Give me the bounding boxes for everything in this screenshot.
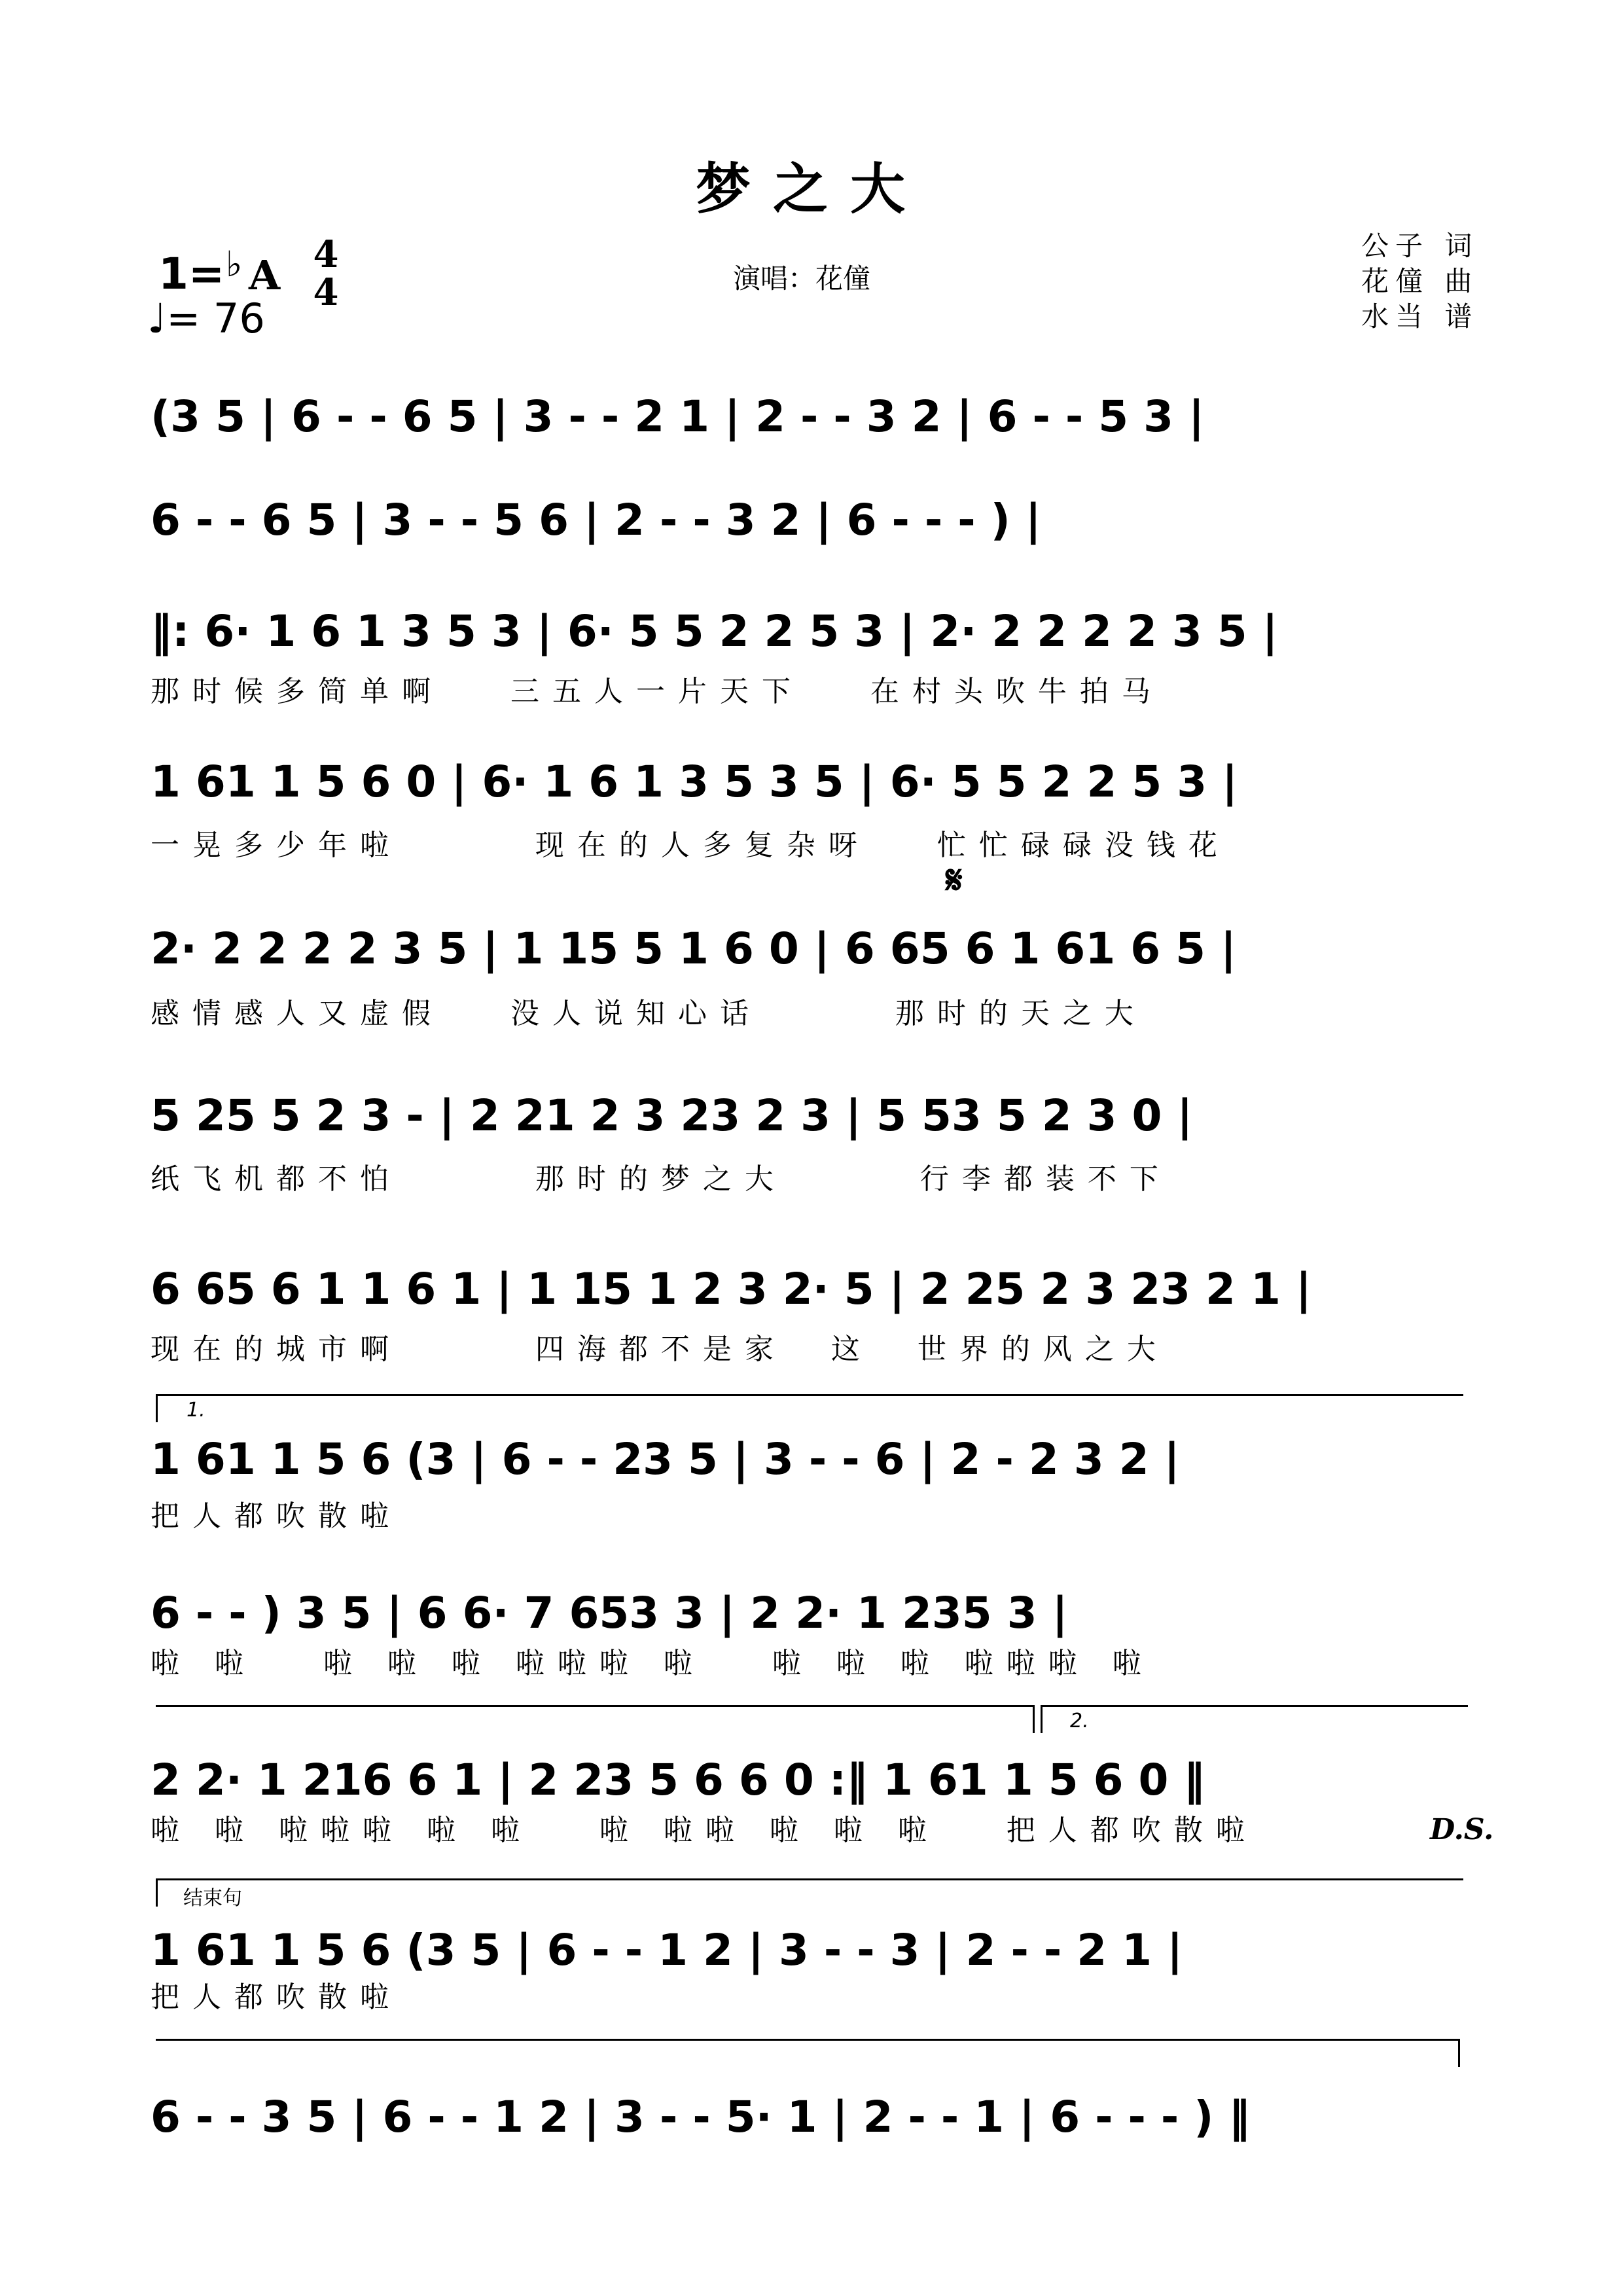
line-3-lyrics: 那时候多简单啊 三五人一片天下 在村头吹牛拍马: [151, 675, 1164, 708]
line-8-notes: 1 61 1 5 6 (3 | 6 - - 23 5 | 3 - - 6 | 2 - 2 3 2 |: [151, 1434, 1180, 1484]
time-signature-top: 4: [313, 233, 339, 276]
line-4-notes: 1 61 1 5 6 0 | 6· 1 6 1 3 5 3 5 | 6· 5 5 2 2 5 3 |: [151, 757, 1238, 807]
line-8-lyrics: 把人都吹散啦: [151, 1499, 402, 1533]
line-12-notes: 6 - - 3 5 | 6 - - 1 2 | 3 - - 5· 1 | 2 - - 1 | 6 - - - ) ‖: [151, 2092, 1251, 2142]
score-line-12: [151, 2081, 1479, 2153]
singer-credit: 演唱：花僮: [733, 262, 871, 295]
line-7-lyrics: 现在的城市啊 四海都不是家 这 世界的风之大: [151, 1333, 1169, 1366]
line-11-notes: 1 61 1 5 6 (3 5 | 6 - - 1 2 | 3 - - 3 | 2 - - 2 1 |: [151, 1925, 1183, 1975]
ending-label: 结束句: [183, 1887, 242, 1910]
line-1-notes: (3 5 | 6 - - 6 5 | 3 - - 2 1 | 2 - - 3 2 | 6 - - 5 3 |: [151, 391, 1205, 442]
score-line-7: [151, 1253, 1479, 1325]
line-2-notes: 6 - - 6 5 | 3 - - 5 6 | 2 - - 3 2 | 6 - - - ) |: [151, 495, 1041, 545]
line-9-lyrics: 啦 啦 啦 啦 啦 啦啦啦 啦 啦 啦 啦 啦啦啦 啦: [151, 1647, 1154, 1680]
score-line-6: [151, 1080, 1479, 1152]
score-line-1: [151, 381, 1479, 453]
time-signature-bottom: 4: [313, 271, 339, 314]
line-10-notes: 2 2· 1 216 6 1 | 2 23 5 6 6 0 :‖ 1 61 1 5 6 0 ‖: [151, 1755, 1205, 1805]
ds-marking: D.S.: [1430, 1813, 1494, 1846]
final-line-bracket: [156, 2039, 1460, 2067]
volta-1-label: 1.: [187, 1399, 205, 1422]
segno-icon: 𝄋: [946, 857, 963, 903]
volta-2-label: 2.: [1070, 1710, 1089, 1732]
arranger-credit: 水当 谱: [1361, 300, 1479, 332]
score-line-8: [151, 1424, 1479, 1496]
quarter-note-icon: ♩: [147, 295, 167, 342]
tempo-value: = 76: [166, 295, 265, 342]
volta-1-continuation-bracket: [156, 1705, 1035, 1733]
score-line-5: [151, 913, 1479, 985]
line-10-lyrics: 啦 啦 啦啦啦 啦 啦 啦 啦啦 啦 啦 啦 把人都吹散啦: [151, 1814, 1258, 1847]
page-title: 梦之大: [695, 157, 927, 221]
key-signature-prefix: 1=: [158, 249, 225, 299]
time-signature: [306, 233, 346, 314]
line-3-notes: ‖: 6· 1 6 1 3 5 3 | 6· 5 5 2 2 5 3 | 2· 2 2 2 2 3 5 |: [151, 606, 1278, 656]
tempo-marking: [147, 295, 265, 342]
line-7-notes: 6 65 6 1 1 6 1 | 1 15 1 2 3 2· 5 | 2 25 2 3 23 2 1 |: [151, 1264, 1311, 1314]
volta-2-bracket: [1041, 1705, 1468, 1733]
line-11-lyrics: 把人都吹散啦: [151, 1981, 402, 2014]
flat-icon: ♭: [226, 243, 243, 285]
composer-credit: 花僮 曲: [1361, 265, 1479, 297]
line-9-notes: 6 - - ) 3 5 | 6 6· 7 653 3 | 2 2· 1 235 3 |: [151, 1588, 1068, 1638]
line-5-notes: 2· 2 2 2 2 3 5 | 1 15 5 1 6 0 | 6 65 6 1 61 6 5 |: [151, 924, 1237, 974]
line-5-lyrics: 感情感人又虚假 没人说知心话 那时的天之大: [151, 997, 1147, 1030]
line-6-notes: 5 25 5 2 3 - | 2 21 2 3 23 2 3 | 5 53 5 2 3 0 |: [151, 1090, 1193, 1141]
score-line-9: [151, 1577, 1479, 1649]
lyricist-credit: 公子 词: [1361, 230, 1479, 262]
ending-bracket: [156, 1878, 1463, 1907]
key-signature-note: A: [249, 251, 281, 299]
line-4-lyrics: 一晃多少年啦 现在的人多复杂呀 忙忙碌碌没钱花: [151, 829, 1230, 862]
line-6-lyrics: 纸飞机都不怕 那时的梦之大 行李都装不下: [151, 1162, 1171, 1196]
volta-1-bracket: [156, 1394, 1463, 1422]
score-line-10: [151, 1744, 1479, 1816]
score-line-3: [151, 596, 1479, 668]
score-line-4: [151, 746, 1479, 818]
score-line-2: [151, 484, 1479, 556]
